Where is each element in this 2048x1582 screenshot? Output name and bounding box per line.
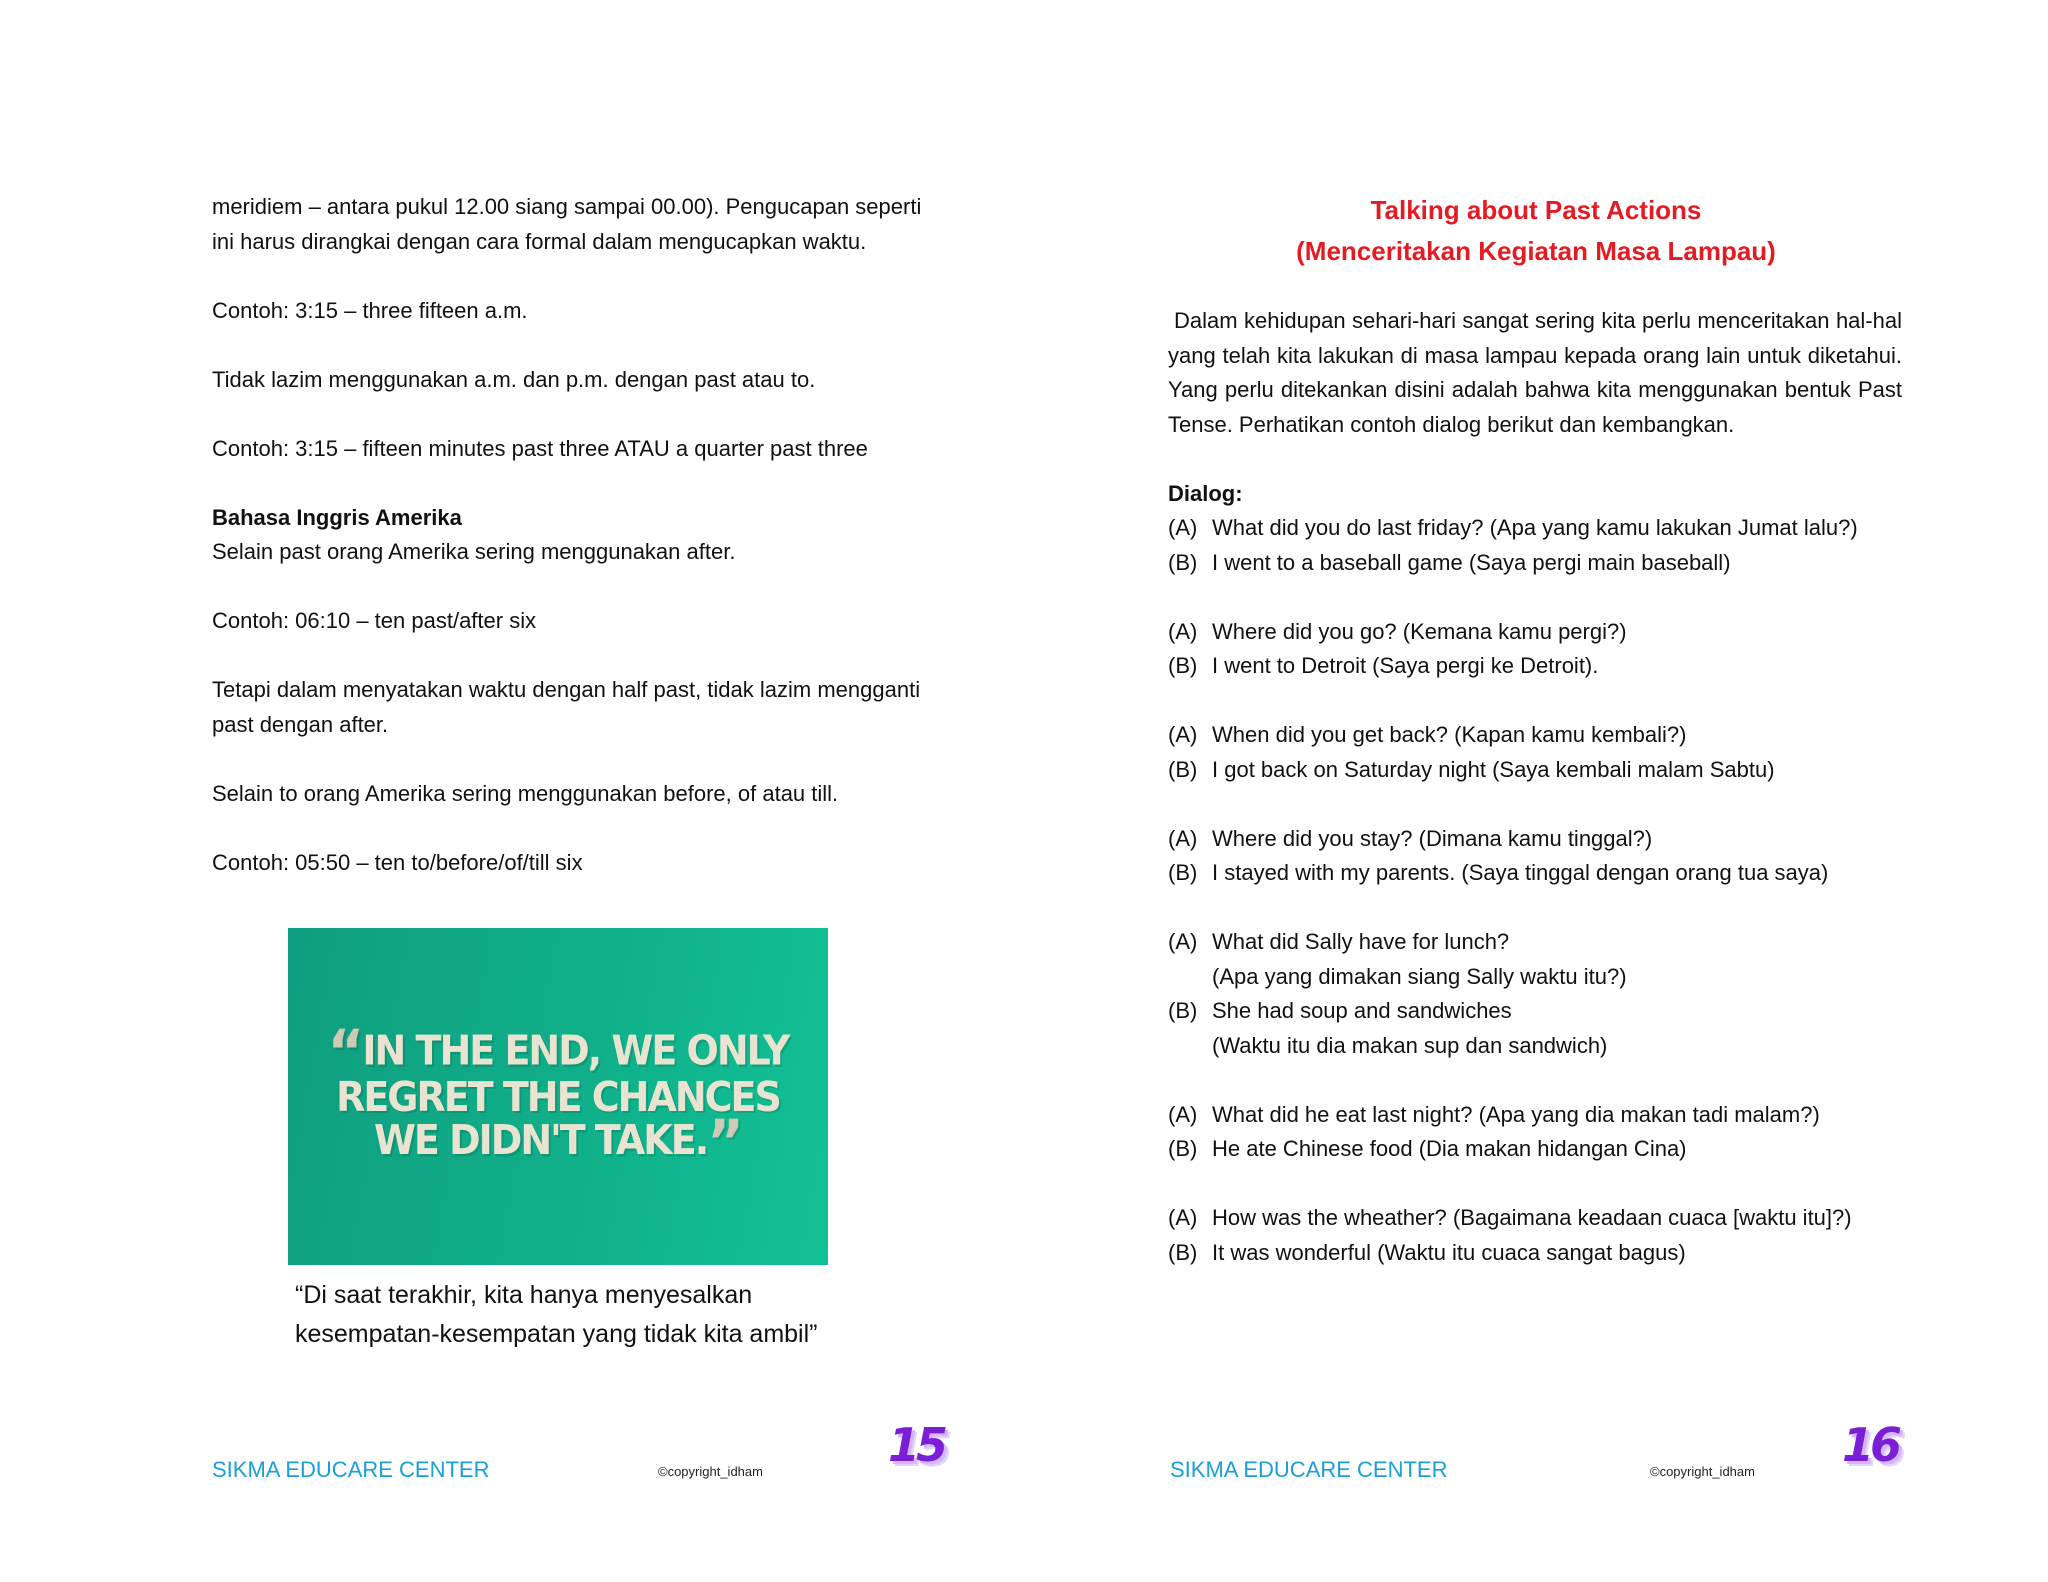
dialog-line-a: [1168, 511, 1902, 546]
speaker-label: (A): [1168, 1205, 1198, 1230]
paragraph: Contoh: 06:10 – ten past/after six: [212, 608, 537, 633]
quote-image: [288, 928, 828, 1265]
speaker-label: (B): [1168, 860, 1198, 885]
dialog-exchange: [1168, 511, 1902, 580]
page-subtitle: (Menceritakan Kegiatan Masa Lampau): [1296, 236, 1776, 266]
dialog-line-a: [1168, 822, 1902, 857]
paragraph: Tetapi dalam menyatakan waktu dengan half past, tidak lazim mengganti past dengan after.: [212, 677, 921, 737]
page-title: Talking about Past Actions: [1370, 195, 1702, 225]
dialog-text: She had soup and sandwiches: [1212, 998, 1512, 1023]
speaker-label: (A): [1168, 929, 1198, 954]
speaker-label: (A): [1168, 515, 1198, 540]
page-number: 15: [888, 1418, 945, 1472]
speaker-label: (A): [1168, 825, 1198, 851]
dialog-exchange: [1168, 925, 1902, 1063]
dialog-text: He ate Chinese food (Dia makan hidangan Cina): [1212, 1136, 1687, 1161]
footer-brand: SIKMA EDUCARE CENTER: [1170, 1457, 1448, 1482]
dialog-text: It was wonderful (Waktu itu cuaca sangat bagus): [1212, 1239, 1686, 1265]
dialog-label: Dialog:: [1168, 480, 1243, 506]
dialog-line-a: [1168, 718, 1902, 753]
quote-caption: “Di saat terakhir, kita hanya menyesalkan kesempatan-kesempatan yang tidak kita ambil”: [295, 1281, 818, 1348]
quote-image-text: “IN THE END, WE ONLY REGRET THE CHANCES WE DIDN'T TAKE.”: [327, 1017, 789, 1178]
dialog-line-a: [1168, 615, 1902, 650]
dialog-text: When did you get back? (Kapan kamu kembali?): [1212, 722, 1687, 747]
footer-copyright: ©copyright_idham: [1650, 1464, 1755, 1479]
dialog-exchange: [1168, 615, 1902, 684]
dialog-text: Where did you stay? (Dimana kamu tinggal?): [1212, 825, 1653, 851]
speaker-label: (A): [1168, 722, 1198, 747]
dialog-text: What did he eat last night? (Apa yang dia makan tadi malam?): [1212, 1101, 1820, 1127]
paragraph: Contoh: 05:50 – ten to/before/of/till six: [212, 849, 583, 875]
dialog-line-a: [1168, 925, 1902, 960]
page-number: 16: [1842, 1418, 1899, 1472]
paragraph: Contoh: 3:15 – three fifteen a.m.: [212, 297, 528, 323]
dialog-line-a: [1168, 1098, 1902, 1133]
dialog-text: What did Sally have for lunch?: [1212, 929, 1510, 954]
paragraph: Bahasa Inggris Amerika Selain past orang Amerika sering menggunakan after.: [212, 504, 736, 564]
speaker-label: (B): [1168, 756, 1198, 782]
dialog-line-b: [1168, 856, 1902, 891]
dialog-text: How was the wheather? (Bagaimana keadaan cuaca [waktu itu]?): [1212, 1205, 1852, 1230]
speaker-label: (B): [1168, 998, 1198, 1023]
intro-paragraph: Dalam kehidupan sehari-hari sangat sering kita perlu menceritakan hal-hal yang telah kita lakukan di masa lampau kepada orang lain untuk diketahui. Yang perlu ditekankan disini adalah bahwa kita menggunakan bentuk Past Tense. Perhatikan contoh dialog berikut dan kembangkan.: [1168, 308, 1902, 437]
dialog-exchange: [1168, 822, 1902, 891]
footer-brand: SIKMA EDUCARE CENTER: [212, 1457, 490, 1482]
dialog-line-a: [1168, 960, 1902, 995]
dialog-line-b: [1168, 1132, 1902, 1167]
dialog-line-b: [1168, 994, 1902, 1029]
paragraph: Selain to orang Amerika sering menggunakan before, of atau till.: [212, 780, 839, 806]
left-page-body: [212, 190, 952, 880]
speaker-label: (B): [1168, 653, 1198, 678]
dialog-text: Where did you go? (Kemana kamu pergi?): [1212, 618, 1627, 644]
paragraph: Contoh: 3:15 – fifteen minutes past three ATAU a quarter past three: [212, 435, 868, 461]
dialog-text: (Apa yang dimakan siang Sally waktu itu?): [1212, 963, 1627, 989]
dialog-text: I stayed with my parents. (Saya tinggal dengan orang tua saya): [1212, 860, 1829, 885]
dialog-list: [1168, 511, 1902, 1270]
dialog-line-a: [1168, 1201, 1902, 1236]
dialog-text: I went to Detroit (Saya pergi ke Detroit).: [1212, 653, 1599, 678]
dialog-line-b: [1168, 1236, 1902, 1271]
dialog-line-b: [1168, 649, 1902, 684]
dialog-exchange: [1168, 1098, 1902, 1167]
dialog-text: I got back on Saturday night (Saya kembali malam Sabtu): [1212, 756, 1775, 782]
dialog-text: What did you do last friday? (Apa yang kamu lakukan Jumat lalu?): [1212, 515, 1858, 540]
dialog-line-b: [1168, 546, 1902, 581]
close-quote-icon: ”: [707, 1107, 742, 1178]
paragraph: meridiem – antara pukul 12.00 siang sampai 00.00). Pengucapan seperti ini harus dirangkai dengan cara formal dalam mengucapkan waktu.: [212, 194, 922, 254]
speaker-label: [1168, 960, 1212, 995]
speaker-label: (B): [1168, 1239, 1198, 1265]
speaker-label: [1168, 1029, 1212, 1064]
speaker-label: (B): [1168, 549, 1198, 575]
dialog-line-b: [1168, 753, 1902, 788]
dialog-exchange: [1168, 1201, 1902, 1270]
footer-copyright: ©copyright_idham: [658, 1464, 763, 1479]
right-page-body: [1168, 304, 1902, 1305]
speaker-label: (A): [1168, 1101, 1198, 1127]
section-heading: Bahasa Inggris Amerika: [212, 504, 462, 530]
speaker-label: (A): [1168, 618, 1198, 644]
dialog-text: I went to a baseball game (Saya pergi main baseball): [1212, 549, 1731, 575]
dialog-line-b: [1168, 1029, 1902, 1064]
dialog-text: (Waktu itu dia makan sup dan sandwich): [1212, 1032, 1608, 1058]
speaker-label: (B): [1168, 1136, 1198, 1161]
open-quote-icon: “: [327, 1017, 363, 1088]
dialog-exchange: [1168, 718, 1902, 787]
paragraph: Tidak lazim menggunakan a.m. dan p.m. dengan past atau to.: [212, 366, 816, 392]
